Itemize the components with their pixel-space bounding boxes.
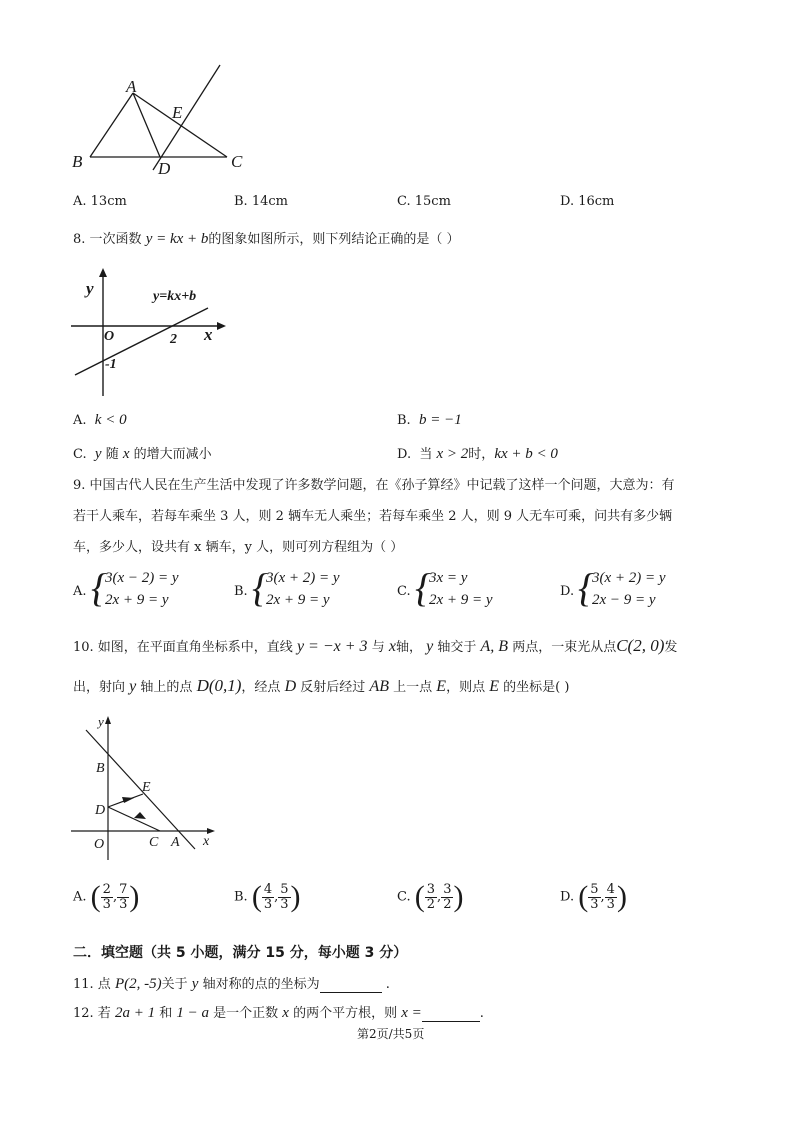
q8-graph-x-label: x bbox=[204, 325, 213, 344]
paren-left: ( bbox=[90, 880, 101, 913]
q9-option-d-eq2: 2x − 9 = y bbox=[592, 592, 656, 608]
paren-left: ( bbox=[578, 880, 589, 913]
brace-icon: { bbox=[252, 565, 268, 610]
q10-graph-point-c: C bbox=[149, 835, 159, 850]
q10-text-1d: 轴交于 bbox=[437, 640, 477, 655]
vertex-label-c: C bbox=[231, 152, 243, 171]
q10-graph bbox=[68, 712, 228, 862]
q10-graph-point-a: A bbox=[171, 835, 180, 850]
q11-axis: y bbox=[191, 976, 199, 992]
page-footer: 第2页/共5页 bbox=[357, 1027, 425, 1041]
q10-option-a-frac1 bbox=[101, 883, 113, 911]
q10-graph-point-e: E bbox=[142, 780, 151, 795]
q9-option-d-eq1: 3(x + 2) = y bbox=[592, 570, 666, 586]
q10-y-symbol-2: y bbox=[129, 678, 137, 695]
q9-option-d[interactable] bbox=[560, 565, 710, 616]
q8-graph-x-intercept: 2 bbox=[170, 332, 177, 347]
q9-option-d-key: D. bbox=[560, 584, 575, 599]
numerator: 3 bbox=[426, 881, 436, 897]
q8-option-d-cond: x > 2 bbox=[436, 446, 469, 462]
denominator: 3 bbox=[102, 896, 111, 912]
denominator: 3 bbox=[606, 896, 615, 912]
q10-text-2e: 反射后经过 bbox=[300, 680, 366, 695]
q10-option-d-frac2 bbox=[605, 883, 617, 911]
q9-option-b[interactable] bbox=[234, 565, 384, 616]
q10-option-b-frac2 bbox=[278, 883, 290, 911]
vertex-label-a: A bbox=[126, 77, 137, 96]
q12-x: x bbox=[282, 1005, 289, 1021]
q8-option-c-key: C. bbox=[73, 447, 87, 462]
q10-text-1a: 10. 如图，在平面直角坐标系中，直线 bbox=[73, 640, 293, 655]
paren-right: ) bbox=[616, 880, 627, 913]
q10-text-1b: 与 bbox=[371, 640, 385, 655]
q9-line-1: 9. 中国古代人民在生产生活中发现了许多数学问题，在《孙子算经》中记载了这样一个问题，大意为：有 bbox=[73, 478, 675, 493]
q7-option-b[interactable]: B. 14cm bbox=[234, 194, 288, 209]
q11-text-a: 11. 点 bbox=[73, 977, 111, 992]
q10-x-symbol: x bbox=[388, 638, 396, 655]
q8-option-c-x: x bbox=[122, 446, 130, 462]
q9-option-c-eq1: 3x = y bbox=[429, 570, 468, 586]
q10-text-1e: 两点，一束光从点 bbox=[512, 640, 617, 655]
q10-line-1 bbox=[73, 636, 677, 656]
brace-icon: { bbox=[91, 565, 107, 610]
brace-icon: { bbox=[415, 565, 431, 610]
q10-point-c: C(2, 0) bbox=[616, 636, 665, 655]
q11-end: . bbox=[385, 977, 390, 992]
q10-option-b-key: B. bbox=[234, 889, 248, 905]
q10-e-symbol: E bbox=[436, 678, 447, 695]
brace-icon: { bbox=[578, 565, 594, 610]
denominator: 3 bbox=[590, 896, 599, 912]
numerator: 5 bbox=[590, 881, 599, 897]
q10-graph-origin: O bbox=[94, 837, 105, 852]
q9-line-2: 若干人乘车，若每车乘坐 3 人，则 2 辆车无人乘坐；若每车乘坐 2 人，则 9 人无车可乘，问共有多少辆 bbox=[73, 509, 673, 524]
q10-text-2f: 上一点 bbox=[393, 680, 433, 695]
q8-option-a-key: A. bbox=[73, 413, 87, 428]
q8-option-b-key: B. bbox=[397, 413, 411, 428]
q10-option-b-frac1 bbox=[262, 883, 274, 911]
q10-option-d-frac1 bbox=[588, 883, 600, 911]
q10-text-1f: 发 bbox=[664, 640, 678, 655]
q7-option-d[interactable]: D. 16cm bbox=[560, 194, 615, 209]
q10-option-d[interactable]: D. ( $\frac{5}{3}$ , $\frac{4}{3}$ ) bbox=[560, 880, 627, 913]
q10-option-c-key: C. bbox=[397, 889, 411, 905]
q12-expr-2: 1 − a bbox=[176, 1005, 209, 1021]
q9-option-c[interactable] bbox=[397, 565, 547, 616]
q8-option-d-expr: kx + b < 0 bbox=[494, 446, 558, 462]
numerator: 4 bbox=[263, 881, 273, 897]
q10-option-a-frac2 bbox=[117, 883, 129, 911]
q10-text-1c: 轴， bbox=[395, 640, 422, 655]
q8-option-a[interactable] bbox=[73, 412, 127, 429]
point-label-e: E bbox=[172, 103, 183, 122]
paren-right: ) bbox=[290, 880, 301, 913]
q10-text-2h: 的坐标是( ) bbox=[503, 680, 570, 695]
numerator: 3 bbox=[443, 881, 452, 897]
q8-option-c-mid: 随 bbox=[105, 447, 119, 462]
q10-graph-x-label: x bbox=[203, 834, 210, 849]
section-heading: 二．填空题（共 5 小题，满分 15 分，每小题 3 分） bbox=[73, 945, 408, 961]
q8-option-d-pre: 当 bbox=[419, 447, 433, 462]
numerator: 4 bbox=[606, 881, 615, 897]
q10-option-b[interactable]: B. ( $\frac{4}{3}$ , $\frac{5}{3}$ ) bbox=[234, 880, 301, 913]
q10-y-symbol: y bbox=[426, 638, 434, 655]
paren-right: ) bbox=[129, 880, 140, 913]
denominator: 3 bbox=[280, 896, 289, 912]
q9-option-b-eq1: 3(x + 2) = y bbox=[266, 570, 340, 586]
q8-option-c-y: y bbox=[94, 446, 102, 462]
q10-option-c[interactable]: C. ( $\frac{3}{2}$ , $\frac{3}{2}$ ) bbox=[397, 880, 464, 913]
q12-text-c: 是一个正数 bbox=[213, 1006, 279, 1021]
numerator: 5 bbox=[280, 881, 289, 897]
q8-graph-y-label: y bbox=[86, 279, 94, 298]
q11-question bbox=[73, 973, 390, 993]
q8-number: 8. bbox=[73, 232, 86, 247]
q10-ab-segment: AB bbox=[369, 678, 389, 695]
q12-text-d: 的两个平方根，则 bbox=[293, 1006, 398, 1021]
denominator: 2 bbox=[426, 896, 436, 912]
q11-text-b: 关于 bbox=[161, 977, 188, 992]
q8-graph-y-intercept: -1 bbox=[105, 357, 117, 372]
q10-line-2 bbox=[73, 676, 569, 696]
q10-option-c-frac2 bbox=[441, 883, 453, 911]
q12-text-b: 和 bbox=[159, 1006, 173, 1021]
q10-d-symbol: D bbox=[284, 678, 297, 695]
denominator: 3 bbox=[263, 896, 273, 912]
q10-option-a-key: A. bbox=[73, 889, 87, 905]
q12-question bbox=[73, 1002, 484, 1022]
q8-option-d[interactable] bbox=[397, 443, 558, 463]
q8-question bbox=[73, 228, 460, 248]
q8-formula: y = kx + b bbox=[145, 231, 209, 247]
paren-left: ( bbox=[414, 880, 425, 913]
q11-text-c: 轴对称的点的坐标为 bbox=[202, 977, 320, 992]
numerator: 2 bbox=[102, 881, 111, 897]
q12-expr-1: 2a + 1 bbox=[114, 1005, 156, 1021]
q10-option-d-key: D. bbox=[560, 889, 575, 905]
q11-answer-blank[interactable] bbox=[320, 977, 382, 993]
q7-option-c[interactable]: C. 15cm bbox=[397, 194, 451, 209]
q9-option-c-key: C. bbox=[397, 584, 411, 599]
q10-option-a[interactable]: A. ( $\frac{2}{3}$ , $\frac{7}{3}$ ) bbox=[73, 880, 140, 913]
q10-point-d: D(0,1) bbox=[196, 676, 242, 695]
triangle-figure bbox=[65, 60, 265, 185]
q8-option-c-post: 的增大而减小 bbox=[133, 447, 212, 462]
q10-ab-symbols: A, B bbox=[480, 638, 509, 655]
q9-option-b-eq2: 2x + 9 = y bbox=[266, 592, 330, 608]
q10-text-2g: ，则点 bbox=[446, 680, 486, 695]
q9-option-a-eq2: 2x + 9 = y bbox=[105, 592, 169, 608]
denominator: 2 bbox=[443, 896, 452, 912]
q8-option-b[interactable] bbox=[397, 412, 462, 429]
q9-option-c-eq2: 2x + 9 = y bbox=[429, 592, 493, 608]
q9-option-b-key: B. bbox=[234, 584, 248, 599]
q12-end: . bbox=[479, 1006, 484, 1021]
q10-graph-point-b: B bbox=[96, 761, 105, 776]
q10-e-symbol-2: E bbox=[489, 678, 499, 695]
q10-graph-point-d: D bbox=[95, 803, 106, 818]
q8-option-d-mid: 时， bbox=[468, 447, 495, 462]
q10-graph-y-label: y bbox=[98, 714, 104, 729]
q11-point: P(2, -5) bbox=[114, 976, 162, 992]
q12-answer-blank[interactable] bbox=[422, 1006, 480, 1022]
paren-right: ) bbox=[453, 880, 464, 913]
vertex-label-b: B bbox=[72, 152, 83, 171]
q10-formula: y = −x + 3 bbox=[296, 638, 368, 655]
numerator: 7 bbox=[119, 881, 128, 897]
q8-graph-origin: O bbox=[104, 329, 115, 344]
q12-text-a: 12. 若 bbox=[73, 1006, 111, 1021]
q8-option-a-text: k < 0 bbox=[94, 412, 127, 428]
point-label-d: D bbox=[158, 159, 171, 178]
q9-option-a-eq1: 3(x − 2) = y bbox=[105, 570, 179, 586]
q9-line-3: 车，多少人，设共有 x 辆车，y 人，则可列方程组为（ ） bbox=[73, 540, 404, 555]
q8-text-after: 的图象如图所示，则下列结论正确的是（ ） bbox=[208, 232, 460, 247]
q8-text-before: 一次函数 bbox=[89, 232, 142, 247]
q8-option-d-key: D. bbox=[397, 447, 412, 462]
q8-option-b-text: b = −1 bbox=[418, 412, 462, 428]
q10-text-2c: ，经点 bbox=[241, 680, 281, 695]
q10-text-2b: 轴上的点 bbox=[140, 680, 193, 695]
q9-option-a[interactable] bbox=[73, 565, 223, 616]
q8-graph-line-label: y=kx+b bbox=[153, 289, 197, 304]
q8-option-c[interactable] bbox=[73, 443, 212, 463]
q12-x-eq: x = bbox=[401, 1005, 422, 1021]
q7-option-a[interactable]: A. 13cm bbox=[73, 194, 127, 209]
q10-text-2a: 出，射向 bbox=[73, 680, 126, 695]
denominator: 3 bbox=[119, 896, 128, 912]
paren-left: ( bbox=[251, 880, 262, 913]
q8-graph bbox=[68, 268, 228, 403]
q10-option-c-frac1 bbox=[425, 883, 437, 911]
q9-option-a-key: A. bbox=[73, 584, 87, 599]
